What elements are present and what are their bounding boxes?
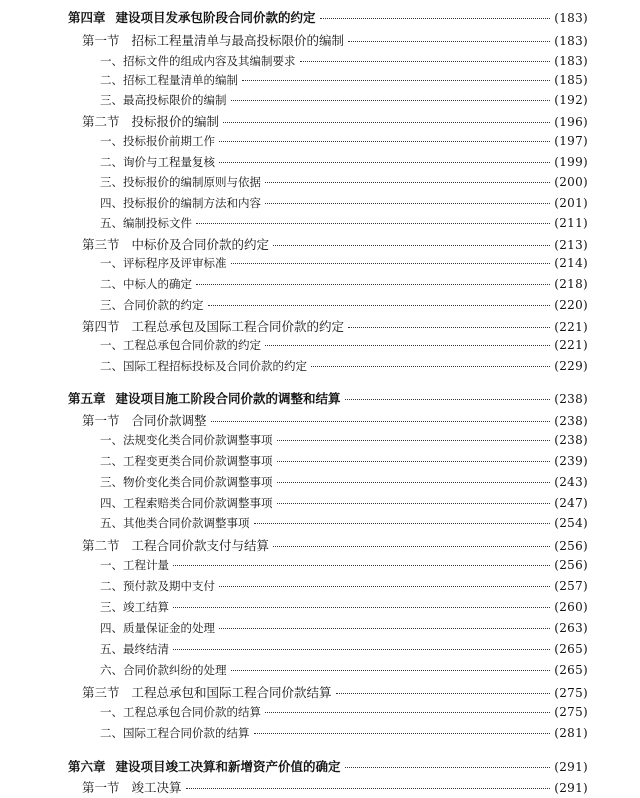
toc-page-number: (281) — [554, 726, 588, 740]
toc-page-number: (260) — [554, 600, 588, 614]
toc-entry-title — [100, 255, 227, 271]
toc-entry-number: 第五章 — [68, 391, 106, 406]
dot-leader — [219, 162, 550, 163]
toc-entry-title — [100, 620, 215, 636]
toc-entry-title — [100, 515, 250, 531]
toc-page-number: (256) — [554, 558, 588, 572]
toc-item-row — [100, 432, 588, 448]
dot-leader — [265, 182, 550, 183]
toc-entry-title — [82, 31, 344, 49]
dot-leader — [242, 80, 550, 81]
dot-leader — [265, 345, 550, 346]
toc-section-row — [82, 411, 588, 429]
toc-entry-title — [100, 358, 307, 374]
toc-entry-text: 建设项目竣工决算和新增资产价值的确定 — [115, 759, 341, 774]
toc-item-row — [100, 133, 588, 149]
toc-entry-title — [100, 92, 227, 108]
dot-leader — [173, 649, 550, 650]
dot-leader — [345, 767, 551, 768]
toc-entry-text: 一、工程计量 — [100, 558, 169, 572]
toc-entry-title — [100, 337, 261, 353]
toc-page-number: (238) — [554, 392, 588, 406]
toc-entry-number: 第三节 — [82, 685, 120, 700]
toc-entry-title — [82, 235, 269, 253]
toc-entry-text: 三、最高投标限价的编制 — [100, 93, 227, 107]
toc-entry-text: 一、工程总承包合同价款的结算 — [100, 705, 261, 719]
toc-entry-text: 竣工决算 — [131, 780, 182, 795]
toc-page-number: (213) — [554, 238, 588, 252]
toc-page-number: (192) — [554, 93, 588, 107]
dot-leader — [273, 245, 550, 246]
toc-item-row — [100, 453, 588, 469]
toc-section-row — [82, 536, 588, 554]
toc-item-row — [100, 195, 588, 211]
toc-item-row — [100, 641, 588, 657]
toc-entry-text: 二、招标工程量清单的编制 — [100, 73, 238, 87]
toc-item-row — [100, 358, 588, 374]
toc-page-number: (218) — [554, 277, 588, 291]
toc-entry-text: 投标报价的编制 — [131, 114, 220, 129]
toc-entry-text: 二、国际工程招标投标及合同价款的约定 — [100, 359, 307, 373]
dot-leader — [196, 223, 550, 224]
toc-page-number: (239) — [554, 454, 588, 468]
toc-section-row — [82, 31, 588, 49]
toc-page-number: (211) — [554, 216, 588, 230]
toc-entry-text: 三、物价变化类合同价款调整事项 — [100, 475, 273, 489]
dot-leader — [348, 327, 550, 328]
toc-entry-text: 建设项目发承包阶段合同价款的约定 — [115, 10, 316, 25]
toc-item-row — [100, 215, 588, 231]
toc-page-number: (263) — [554, 621, 588, 635]
toc-entry-number: 第二节 — [82, 538, 120, 553]
toc-item-row — [100, 515, 588, 531]
dot-leader — [311, 366, 550, 367]
toc-entry-number: 第四节 — [82, 319, 120, 334]
toc-page-number: (275) — [554, 686, 588, 700]
toc-entry-title — [82, 317, 344, 335]
toc-item-row — [100, 174, 588, 190]
dot-leader — [211, 421, 551, 422]
dot-leader — [186, 788, 551, 789]
toc-item-row — [100, 337, 588, 353]
toc-item-row — [100, 72, 588, 88]
toc-entry-title — [68, 757, 341, 775]
toc-entry-text: 一、法规变化类合同价款调整事项 — [100, 433, 273, 447]
toc-entry-number: 第六章 — [68, 759, 106, 774]
toc-section-row — [82, 317, 588, 335]
toc-chapter-row — [68, 757, 588, 775]
dot-leader — [173, 607, 550, 608]
toc-page-number: (238) — [554, 414, 588, 428]
dot-leader — [300, 61, 551, 62]
toc-item-row — [100, 53, 588, 69]
dot-leader — [231, 670, 551, 671]
toc-entry-text: 五、编制投标文件 — [100, 216, 192, 230]
toc-entry-text: 一、投标报价前期工作 — [100, 134, 215, 148]
dot-leader — [345, 399, 551, 400]
dot-leader — [219, 586, 550, 587]
toc-entry-title — [100, 276, 192, 292]
toc-page-number: (291) — [554, 760, 588, 774]
toc-entry-text: 工程合同价款支付与结算 — [131, 538, 270, 553]
toc-page-number: (183) — [554, 11, 588, 25]
toc-item-row — [100, 662, 588, 678]
dot-leader — [173, 565, 550, 566]
toc-entry-number: 第一节 — [82, 413, 120, 428]
toc-page-number: (221) — [554, 338, 588, 352]
toc-entry-title — [100, 557, 169, 573]
toc-entry-number: 第二节 — [82, 114, 120, 129]
dot-leader — [265, 712, 550, 713]
toc-entry-title — [100, 53, 296, 69]
toc-page-number: (238) — [554, 433, 588, 447]
toc-item-row — [100, 578, 588, 594]
toc-entry-number: 第三节 — [82, 237, 120, 252]
toc-page-number: (214) — [554, 256, 588, 270]
toc-entry-text: 一、评标程序及评审标准 — [100, 256, 227, 270]
toc-page-number: (199) — [554, 155, 588, 169]
toc-page-number: (221) — [554, 320, 588, 334]
toc-entry-text: 工程总承包及国际工程合同价款的约定 — [131, 319, 345, 334]
toc-page-number: (197) — [554, 134, 588, 148]
toc-entry-title — [100, 154, 215, 170]
dot-leader — [223, 122, 550, 123]
toc-entry-text: 三、竣工结算 — [100, 600, 169, 614]
toc-entry-title — [100, 174, 261, 190]
toc-entry-text: 三、投标报价的编制原则与依据 — [100, 175, 261, 189]
toc-entry-text: 一、工程总承包合同价款的约定 — [100, 338, 261, 352]
toc-entry-text: 五、最终结清 — [100, 642, 169, 656]
toc-entry-number: 第一节 — [82, 33, 120, 48]
toc-entry-text: 四、投标报价的编制方法和内容 — [100, 196, 261, 210]
toc-entry-title — [100, 578, 215, 594]
dot-leader — [219, 141, 550, 142]
toc-item-row — [100, 474, 588, 490]
toc-entry-text: 建设项目施工阶段合同价款的调整和结算 — [115, 391, 341, 406]
toc-entry-title — [100, 453, 273, 469]
toc-page-number: (256) — [554, 539, 588, 553]
toc-entry-title — [100, 72, 238, 88]
toc-entry-text: 合同价款调整 — [131, 413, 207, 428]
toc-item-row — [100, 620, 588, 636]
toc-entry-title — [82, 778, 182, 796]
toc-page-number: (265) — [554, 642, 588, 656]
toc-entry-title — [100, 432, 273, 448]
toc-entry-title — [100, 704, 261, 720]
dot-leader — [320, 18, 551, 19]
toc-page-number: (257) — [554, 579, 588, 593]
toc-item-row — [100, 495, 588, 511]
toc-entry-text: 二、工程变更类合同价款调整事项 — [100, 454, 273, 468]
toc-page-number: (275) — [554, 705, 588, 719]
toc-page-number: (201) — [554, 196, 588, 210]
dot-leader — [277, 461, 551, 462]
dot-leader — [208, 305, 551, 306]
toc-page-number: (183) — [554, 34, 588, 48]
toc-entry-text: 五、其他类合同价款调整事项 — [100, 516, 250, 530]
toc-entry-title — [82, 112, 219, 130]
toc-item-row — [100, 557, 588, 573]
dot-leader — [277, 503, 551, 504]
toc-page-number: (185) — [554, 73, 588, 87]
dot-leader — [265, 203, 550, 204]
dot-leader — [231, 263, 551, 264]
toc-entry-title — [100, 662, 227, 678]
toc-entry-text: 中标价及合同价款的约定 — [131, 237, 270, 252]
toc-entry-text: 二、国际工程合同价款的结算 — [100, 726, 250, 740]
toc-entry-text: 二、预付款及期中支付 — [100, 579, 215, 593]
toc-entry-title — [100, 599, 169, 615]
toc-page-number: (220) — [554, 298, 588, 312]
toc-entry-text: 工程总承包和国际工程合同价款结算 — [131, 685, 332, 700]
toc-entry-title — [100, 725, 250, 741]
toc-entry-text: 六、合同价款纠纷的处理 — [100, 663, 227, 677]
toc-page-number: (196) — [554, 115, 588, 129]
toc-entry-title — [100, 495, 273, 511]
toc-item-row — [100, 704, 588, 720]
toc-entry-title — [100, 195, 261, 211]
toc-entry-text: 四、工程索赔类合同价款调整事项 — [100, 496, 273, 510]
toc-entry-title — [100, 641, 169, 657]
dot-leader — [336, 693, 551, 694]
dot-leader — [348, 41, 550, 42]
toc-page-number: (247) — [554, 496, 588, 510]
dot-leader — [231, 100, 551, 101]
toc-page-number: (254) — [554, 516, 588, 530]
toc-page-number: (229) — [554, 359, 588, 373]
toc-entry-title — [100, 215, 192, 231]
toc-entry-text: 三、合同价款的约定 — [100, 298, 204, 312]
toc-entry-text: 一、招标文件的组成内容及其编制要求 — [100, 54, 296, 68]
toc-item-row — [100, 255, 588, 271]
toc-entry-title — [82, 536, 269, 554]
toc-entry-text: 招标工程量清单与最高投标限价的编制 — [131, 33, 345, 48]
toc-section-row — [82, 112, 588, 130]
toc-entry-title — [68, 8, 316, 26]
toc-page-number: (183) — [554, 54, 588, 68]
toc-entry-title — [82, 411, 207, 429]
dot-leader — [273, 546, 550, 547]
toc-entry-text: 四、质量保证金的处理 — [100, 621, 215, 635]
toc-entry-text: 二、中标人的确定 — [100, 277, 192, 291]
toc-entry-title — [100, 133, 215, 149]
toc-item-row — [100, 725, 588, 741]
dot-leader — [277, 440, 551, 441]
dot-leader — [219, 628, 550, 629]
toc-page-number: (200) — [554, 175, 588, 189]
dot-leader — [277, 482, 551, 483]
toc-section-row — [82, 235, 588, 253]
toc-page-number: (291) — [554, 781, 588, 795]
toc-entry-title — [82, 683, 332, 701]
toc-section-row — [82, 683, 588, 701]
toc-chapter-row — [68, 389, 588, 407]
toc-entry-number: 第一节 — [82, 780, 120, 795]
toc-page-number: (265) — [554, 663, 588, 677]
toc-item-row — [100, 599, 588, 615]
toc-entry-number: 第四章 — [68, 10, 106, 25]
toc-entry-title — [68, 389, 341, 407]
toc-chapter-row — [68, 8, 588, 26]
toc-item-row — [100, 92, 588, 108]
dot-leader — [196, 284, 550, 285]
toc-entry-title — [100, 297, 204, 313]
dot-leader — [254, 733, 551, 734]
toc-item-row — [100, 276, 588, 292]
toc-page-number: (243) — [554, 475, 588, 489]
toc-item-row — [100, 297, 588, 313]
toc-entry-title — [100, 474, 273, 490]
toc-entry-text: 二、询价与工程量复核 — [100, 155, 215, 169]
dot-leader — [254, 523, 551, 524]
toc-section-row — [82, 778, 588, 796]
toc-item-row — [100, 154, 588, 170]
